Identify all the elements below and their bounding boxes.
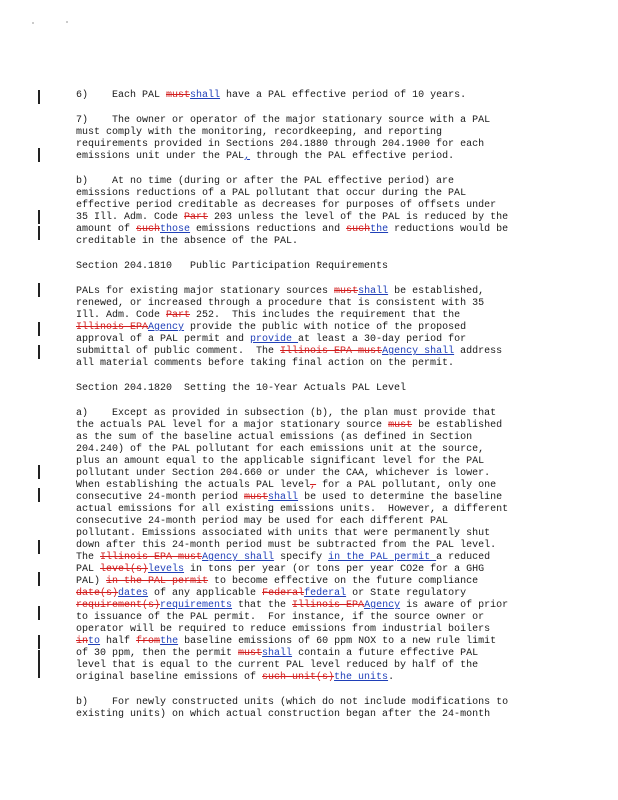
inserted-text: levels [148, 564, 185, 575]
text-run: all material comments before taking final action on the permit. [76, 358, 455, 369]
text-line [76, 224, 538, 236]
revision-bar [38, 664, 40, 678]
deleted-text: in [76, 636, 89, 647]
inserted-text: requirements [160, 600, 233, 611]
revision-bar [38, 345, 40, 359]
paragraph [76, 697, 538, 721]
text-run: . [388, 672, 395, 683]
revision-bar [38, 210, 40, 224]
text-run: level that is equal to the current PAL level reduced by half of the [76, 660, 479, 671]
deleted-text: in the PAL permit [106, 576, 209, 587]
text-line [76, 672, 538, 684]
text-line [76, 358, 538, 370]
revision-bar [38, 650, 40, 664]
text-run: PALs for existing major stationary sources [76, 286, 335, 297]
text-line [76, 552, 538, 564]
text-run: Ill. Adm. Code [76, 310, 167, 321]
inserted-text: provide [250, 334, 299, 345]
text-run: of any applicable [148, 588, 263, 599]
text-line [76, 261, 538, 273]
inserted-text: shall [262, 648, 293, 659]
text-line [76, 576, 538, 588]
text-run: at least a 30-day period for [298, 334, 467, 345]
deleted-text: , [310, 480, 317, 491]
revision-bar [38, 540, 40, 554]
text-line [76, 636, 538, 648]
text-line [76, 540, 538, 552]
text-line [76, 480, 538, 492]
text-run: effective period creditable as decreases for purposes of offsets under [76, 200, 497, 211]
deleted-text: level(s) [100, 564, 149, 575]
text-run: baseline emissions of 60 ppm NOX to a new rule limit [178, 636, 497, 647]
text-line [76, 432, 538, 444]
text-line [76, 90, 538, 102]
scan-speck [66, 21, 68, 23]
text-line [76, 151, 538, 163]
inserted-text: in the PAL permit [328, 552, 437, 563]
revision-bar [38, 90, 40, 104]
text-run: have a PAL effective period of 10 years. [220, 90, 467, 101]
deleted-text: Illinois EPA must [100, 552, 203, 563]
text-run: operator will be required to reduce emissions from industrial boilers [76, 624, 491, 635]
text-run: The [76, 552, 101, 563]
text-run: is aware of prior [400, 600, 509, 611]
text-line [76, 127, 538, 139]
inserted-text: , [244, 151, 251, 162]
text-line [76, 346, 538, 358]
text-run: 204.240) of the PAL pollutant for each emissions unit at the source, [76, 444, 485, 455]
text-line [76, 139, 538, 151]
text-line [76, 564, 538, 576]
inserted-text: shall [358, 286, 389, 297]
paragraph [76, 286, 538, 370]
text-run: 203 unless the level of the PAL is reduced by the [208, 212, 509, 223]
text-line [76, 115, 538, 127]
deleted-text: Illinois EPA [76, 322, 149, 333]
text-line [76, 236, 538, 248]
text-run: PAL) [76, 576, 107, 587]
deleted-text: such [136, 224, 161, 235]
text-run: contain a future effective PAL [292, 648, 479, 659]
paragraph [76, 176, 538, 248]
text-run: Section 204.1810 Public Participation Requirements [76, 261, 389, 272]
text-line [76, 660, 538, 672]
text-line [76, 648, 538, 660]
section-heading [76, 261, 538, 273]
text-line [76, 383, 538, 395]
text-line [76, 200, 538, 212]
text-line [76, 408, 538, 420]
revision-bar [38, 635, 40, 649]
text-line [76, 600, 538, 612]
deleted-text: Part [184, 212, 209, 223]
text-run: be established, [388, 286, 485, 297]
inserted-text: Agency shall [202, 552, 275, 563]
text-line [76, 468, 538, 480]
revision-bar [38, 606, 40, 620]
text-run: actual emissions for all existing emissions units. However, a different [76, 504, 509, 515]
text-run: 6) Each PAL [76, 90, 167, 101]
text-run: approval of a PAL permit and [76, 334, 251, 345]
text-line [76, 176, 538, 188]
revision-bar [38, 283, 40, 297]
text-run: that the [232, 600, 293, 611]
inserted-text: the [370, 224, 389, 235]
deleted-text: must [238, 648, 263, 659]
text-run: a reduced [436, 552, 491, 563]
text-run: to become effective on the future compliance [208, 576, 479, 587]
text-run: submittal of public comment. The [76, 346, 281, 357]
text-run: address [454, 346, 503, 357]
revision-bar [38, 465, 40, 479]
deleted-text: Illinois EPA must [280, 346, 383, 357]
inserted-text: shall [190, 90, 221, 101]
text-run: b) For newly constructed units (which do not include modifications to [76, 697, 509, 708]
text-run: When establishing the actuals PAL level [76, 480, 311, 491]
text-line [76, 456, 538, 468]
text-line [76, 504, 538, 516]
deleted-text: from [136, 636, 161, 647]
text-run: down after this 24-month period must be subtracted from the PAL level. [76, 540, 497, 551]
inserted-text: Agency [364, 600, 401, 611]
text-run: pollutant under Section 204.660 or under the CAA, whichever is lower. [76, 468, 491, 479]
text-run: be established [412, 420, 503, 431]
text-run: or State regulatory [346, 588, 467, 599]
text-line [76, 322, 538, 334]
text-run: consecutive 24-month period [76, 492, 245, 503]
text-run: to issuance of the PAL permit. For instance, if the source owner or [76, 612, 485, 623]
deleted-text: Federal [262, 588, 305, 599]
text-run: 7) The owner or operator of the major stationary source with a PAL [76, 115, 491, 126]
text-line [76, 420, 538, 432]
text-run: renewed, or increased through a procedure that is consistent with 35 [76, 298, 485, 309]
text-run: must comply with the monitoring, recordkeeping, and reporting [76, 127, 443, 138]
inserted-text: the [160, 636, 179, 647]
text-run: for a PAL pollutant, only one [316, 480, 497, 491]
inserted-text: those [160, 224, 191, 235]
text-run: PAL [76, 564, 101, 575]
inserted-text: shall [268, 492, 299, 503]
text-line [76, 188, 538, 200]
text-line [76, 212, 538, 224]
inserted-text: federal [304, 588, 347, 599]
text-run: in tons per year (or tons per year CO2e for a GHG [184, 564, 485, 575]
revision-bar [38, 226, 40, 240]
text-run: plus an amount equal to the applicable significant level for the PAL [76, 456, 485, 467]
revision-bar [38, 572, 40, 586]
deleted-text: Part [166, 310, 191, 321]
text-run: half [100, 636, 137, 647]
text-line [76, 624, 538, 636]
revision-bar [38, 322, 40, 336]
section-heading [76, 383, 538, 395]
text-run: the actuals PAL level for a major stationary source [76, 420, 389, 431]
deleted-text: must [334, 286, 359, 297]
text-run: reductions would be [388, 224, 509, 235]
text-run: pollutant. Emissions associated with units that were permanently shut [76, 528, 491, 539]
scan-speck [32, 22, 34, 24]
text-run: provide the public with notice of the proposed [184, 322, 467, 333]
text-run: be used to determine the baseline [298, 492, 503, 503]
inserted-text: the units [334, 672, 389, 683]
inserted-text: Agency [148, 322, 185, 333]
revision-bar [38, 148, 40, 162]
text-run: existing units) on which actual construction began after the 24-month [76, 709, 491, 720]
text-run: Section 204.1820 Setting the 10-Year Actuals PAL Level [76, 383, 407, 394]
text-run: of 30 ppm, then the permit [76, 648, 239, 659]
text-line [76, 528, 538, 540]
text-run: through the PAL effective period. [250, 151, 455, 162]
document-body [76, 90, 538, 734]
text-line [76, 588, 538, 600]
text-line [76, 444, 538, 456]
text-run: amount of [76, 224, 137, 235]
paragraph [76, 90, 538, 102]
text-run: a) Except as provided in subsection (b), the plan must provide that [76, 408, 497, 419]
inserted-text: Agency shall [382, 346, 455, 357]
text-line [76, 697, 538, 709]
text-run: specify [274, 552, 329, 563]
text-line [76, 709, 538, 721]
text-run: 35 Ill. Adm. Code [76, 212, 185, 223]
text-line [76, 492, 538, 504]
inserted-text: to [88, 636, 101, 647]
inserted-text: dates [118, 588, 149, 599]
text-line [76, 298, 538, 310]
text-line [76, 516, 538, 528]
text-run: requirements provided in Sections 204.1880 through 204.1900 for each [76, 139, 485, 150]
text-line [76, 310, 538, 322]
revision-bar [38, 488, 40, 502]
paragraph [76, 115, 538, 163]
text-run: emissions reductions of a PAL pollutant that occur during the PAL [76, 188, 467, 199]
text-line [76, 286, 538, 298]
deleted-text: must [388, 420, 413, 431]
text-line [76, 612, 538, 624]
text-run: as the sum of the baseline actual emissions (as defined in Section [76, 432, 473, 443]
paragraph [76, 408, 538, 684]
deleted-text: must [244, 492, 269, 503]
deleted-text: requirement(s) [76, 600, 161, 611]
text-run: original baseline emissions of [76, 672, 263, 683]
deleted-text: date(s) [76, 588, 119, 599]
text-run: b) At no time (during or after the PAL effective period) are [76, 176, 455, 187]
text-run: emissions reductions and [190, 224, 347, 235]
text-run: 252. This includes the requirement that the [190, 310, 461, 321]
deleted-text: such unit(s) [262, 672, 335, 683]
text-line [76, 334, 538, 346]
text-run: emissions unit under the PAL [76, 151, 245, 162]
text-run: consecutive 24-month period may be used for each different PAL [76, 516, 449, 527]
deleted-text: Illinois EPA [292, 600, 365, 611]
text-run: creditable in the absence of the PAL. [76, 236, 299, 247]
deleted-text: such [346, 224, 371, 235]
deleted-text: must [166, 90, 191, 101]
